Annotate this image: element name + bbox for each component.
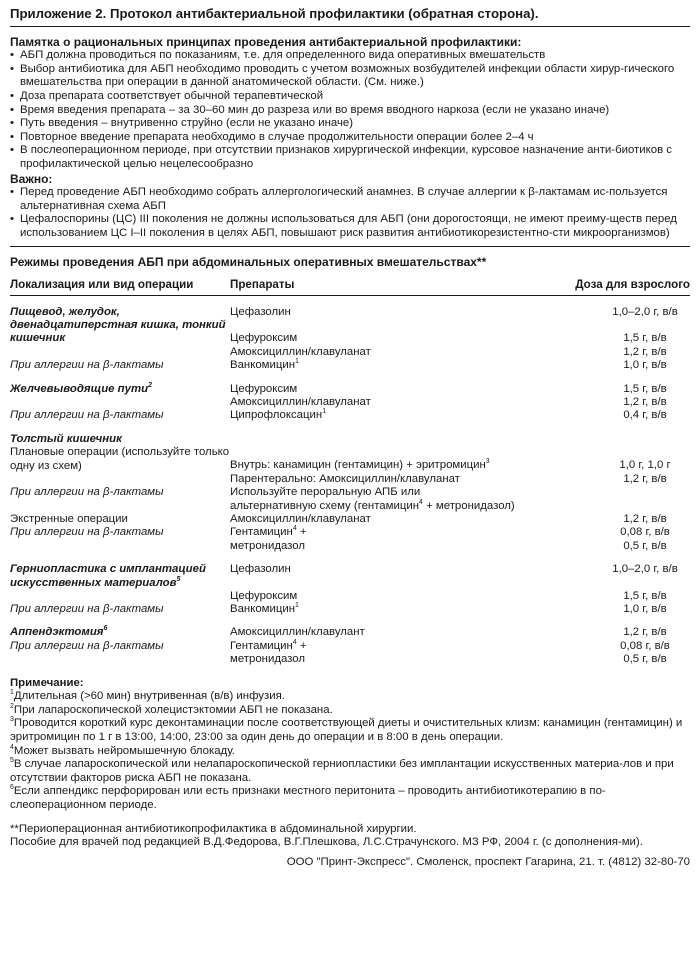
location-cell: Герниопластика с имплантацией искусственных материалов$^5$	[10, 563, 206, 589]
regimens-title: Режимы проведения АБП при абдоминальных оперативных вмешательствах**	[10, 255, 487, 270]
drug-cell: Гентамицин$^4$ +	[230, 638, 307, 652]
table-row	[10, 396, 690, 409]
memo-item: • Время введения препарата – за 30–60 мин до разреза или во время вводного наркоза (если не указано иначе)	[10, 104, 690, 118]
drug-cell: Цефуроксим	[230, 589, 298, 602]
table-row	[10, 640, 690, 653]
table-row	[10, 383, 690, 396]
table-row	[10, 446, 690, 472]
dose-cell: 1,0 г, 1,0 г	[619, 459, 671, 472]
drug-cell: Ванкомицин$^1$	[230, 358, 299, 372]
table-row	[10, 563, 690, 576]
memo-item: • В послеоперационном периоде, при отсутствии признаков хирургической инфекции, курсовое назначение анти-биотиков с профилактической целью нецелесообразно	[10, 144, 690, 171]
memo-item: • Путь введения – внутривенно струйно (если не указано иначе)	[10, 117, 690, 131]
dose-cell: 1,2 г, в/в	[623, 472, 667, 485]
dose-cell: 1,2 г, в/в	[623, 512, 667, 525]
dose-cell: 0,08 г, в/в	[620, 526, 670, 539]
allergy-cell: При аллергии на β-лактамы	[10, 409, 164, 422]
dose-cell: 1,0–2,0 г, в/в	[612, 305, 678, 318]
table-row	[10, 409, 690, 422]
note-item: $^4$Может вызвать нейромышечную блокаду.	[10, 743, 235, 757]
dose-cell: 1,5 г, в/в	[623, 589, 667, 602]
important-item: • Цефалоспорины (ЦС) III поколения не должны использоваться для АБП (они дорогостоящи, не имеют преиму-ществ перед использованием ЦС I–II поколения в целях АБП, повышают риск развития антибиотикорезистентно-сти микроорганизмов)	[10, 213, 690, 240]
location-cell: Пищевод, желудок, двенадцатиперстная кишка, тонкий кишечник	[10, 305, 226, 345]
footnote: **Периоперационная антибиотикопрофилактика в абдоминальной хирургии.	[10, 822, 417, 835]
table-row	[10, 359, 690, 372]
header-drugs: Препараты	[230, 277, 295, 291]
note-item: $^1$Длительная (>60 мин) внутривенная (в/в) инфузия.	[10, 689, 285, 703]
drug-cell: Гентамицин$^4$ +	[230, 525, 307, 539]
drug-cell: метронидазол	[230, 539, 306, 552]
dose-cell: 1,0–2,0 г, в/в	[612, 563, 678, 576]
drug-cell: метронидазол	[230, 653, 306, 666]
drug-cell: Амоксициллин/клавуланат	[230, 512, 371, 525]
memo-list	[10, 49, 690, 171]
table-row	[10, 346, 690, 359]
important-list	[10, 186, 690, 240]
important-item: • Перед проведение АБП необходимо собрать аллергологический анамнез. В случае аллергии к β-лактамам ис-пользуется альтернативная схема АБП	[10, 186, 690, 213]
dose-cell: 1,2 г, в/в	[623, 396, 667, 409]
table-row	[10, 540, 690, 553]
location-cell: Толстый кишечник	[10, 432, 122, 445]
drug-cell: Амоксициллин/клавуланат	[230, 345, 371, 358]
important-heading: Важно:	[10, 171, 53, 186]
allergy-cell: При аллергии на β-лактамы	[10, 602, 164, 615]
drug-cell: Ципрофлоксацин$^1$	[230, 408, 327, 422]
table-row	[10, 626, 690, 639]
memo-item: • Выбор антибиотика для АБП необходимо проводить с учетом возможных возбудителей инфекции области хирур-гического вмешательства при операции в данной анатомической области. (См. ниже.)	[10, 63, 690, 90]
location-cell: Аппендэктомия$^6$	[10, 625, 108, 639]
memo-section	[10, 27, 690, 247]
header-dose: Доза для взрослого	[575, 277, 690, 291]
planned-cell: Плановые операции (используйте только одну из схем)	[10, 446, 230, 472]
drug-cell: Ванкомицин$^1$	[230, 602, 299, 615]
location-cell: Желчевыводящие пути$^2$	[10, 381, 152, 395]
allergy-cell: При аллергии на β-лактамы	[10, 359, 164, 372]
dose-cell: 0,5 г, в/в	[623, 539, 667, 552]
table-row	[10, 526, 690, 539]
printer-credit: ООО "Принт-Экспресс". Смоленск, проспект Гагарина, 21. т. (4812) 32-80-70	[286, 855, 690, 868]
dose-cell: 0,5 г, в/в	[623, 653, 667, 666]
drug-cell: Парентерально: Амоксициллин/клавуланат	[230, 472, 460, 485]
dose-cell: 1,5 г, в/в	[623, 332, 667, 345]
allergy-cell: При аллергии на β-лактамы	[10, 526, 164, 539]
table-row	[10, 653, 690, 666]
drug-cell: Используйте пероральную АПБ или альтернативную схему (гентамицин$^4$ + метронидазол)	[230, 486, 515, 512]
table-row	[10, 513, 690, 526]
allergy-cell: При аллергии на β-лактамы	[10, 486, 164, 499]
drug-cell: Амоксициллин/клавулант	[230, 626, 365, 639]
regimens-table	[10, 275, 690, 667]
dose-cell: 1,0 г, в/в	[623, 359, 667, 372]
middle-divider	[10, 246, 690, 247]
memo-item: • Повторное введение препарата необходимо в случае продолжительности операции более 2–4 ч	[10, 131, 690, 145]
dose-cell: 1,2 г, в/в	[623, 626, 667, 639]
dose-cell: 1,2 г, в/в	[623, 345, 667, 358]
dose-cell: 1,5 г, в/в	[623, 382, 667, 395]
note-item: $^6$Если аппендикс перфорирован или есть признаки местного перитонита – проводить антибиотикотерапию в по-слеоперационном периоде.	[10, 784, 606, 811]
emergency-cell: Экстренные операции	[10, 512, 128, 525]
drug-cell: Цефуроксим	[230, 332, 298, 345]
allergy-cell: При аллергии на β-лактамы	[10, 639, 164, 652]
drug-cell: Цефазолин	[230, 563, 291, 576]
drug-cell: Цефуроксим	[230, 382, 298, 395]
table-row	[10, 295, 690, 319]
memo-heading: Памятка о рациональных принципах проведения антибактериальной профилактики:	[10, 34, 522, 49]
source-reference: Пособие для врачей под редакцией В.Д.Федорова, В.Г.Плешкова, Л.С.Страчунского. МЗ РФ, 2004 г. (с дополнения-ми).	[10, 836, 643, 849]
note-item: $^3$Проводится короткий курс деконтаминации после соответствующей диеты и очистительных клизм: канамицин (гентамицин) и эритромицин по 1 г в 13:00, 14:00, 23:00 за один день до операции и в 8:00 в день операции.	[10, 716, 683, 743]
header-location: Локализация или вид операции	[10, 277, 194, 291]
table-row	[10, 433, 690, 446]
memo-item: • Доза препарата соответствует обычной терапевтической	[10, 90, 690, 104]
dose-cell: 0,08 г, в/в	[620, 639, 670, 652]
memo-item: • АБП должна проводиться по показаниям, т.е. для определенного вида оперативных вмешательств	[10, 49, 690, 63]
footer-section	[10, 823, 690, 850]
note-item: $^5$В случае лапароскопической или нелапароскопической герниопластики без имплантации искусственных материа-лов и при отсутствии факторов риска АБП не показана.	[10, 757, 674, 784]
table-row	[10, 603, 690, 616]
table-header-row	[10, 275, 690, 295]
drug-cell: Цефазолин	[230, 305, 291, 318]
dose-cell: 1,0 г, в/в	[623, 602, 667, 615]
notes-section	[10, 667, 690, 813]
notes-heading: Примечание:	[10, 676, 84, 689]
page-title: Приложение 2. Протокол антибактериальной профилактики (обратная сторона).	[10, 6, 539, 21]
note-item: $^2$При лапароскопической холецистэктомии АБП не показана.	[10, 702, 333, 716]
table-row	[10, 486, 690, 513]
dose-cell: 0,4 г, в/в	[623, 409, 667, 422]
drug-cell: Амоксициллин/клавуланат	[230, 396, 371, 409]
drug-cell: Внутрь: канамицин (гентамицин) + эритромицин$^3$	[230, 458, 490, 472]
